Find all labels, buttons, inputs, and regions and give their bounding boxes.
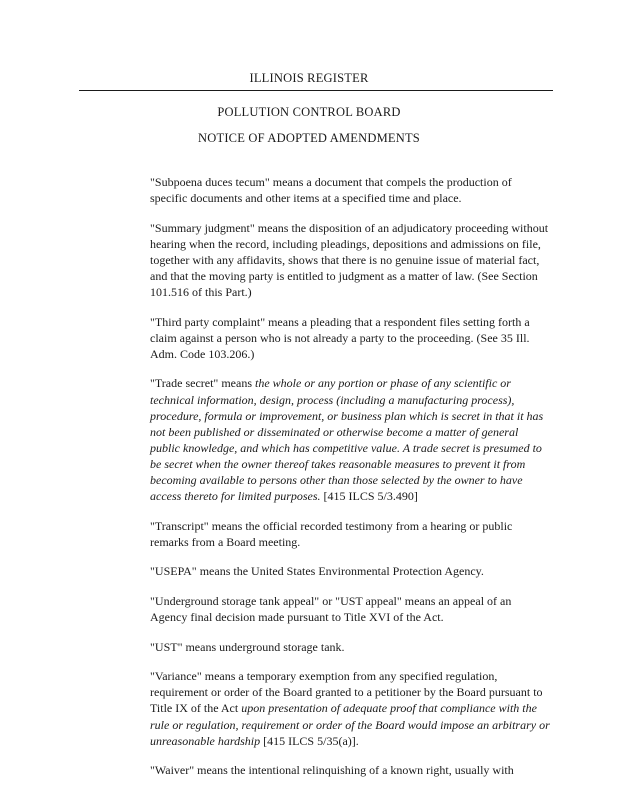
definition-ust: "UST" means underground storage tank.: [150, 639, 345, 654]
variance-citation: [415 ILCS 5/35(a)].: [260, 733, 359, 748]
definition-usepa: "USEPA" means the United States Environmental Protection Agency.: [150, 564, 484, 579]
definitions-body: [150, 174, 550, 792]
trade-secret-term: "Trade secret" means: [150, 376, 255, 391]
definition-summary-judgment: "Summary judgment" means the disposition of an adjudicatory proceeding without hearing when the record, including pleadings, depositions and admissions on file, together with any affidavits, shows that there is no genuine issue of material fact, and that the moving party is entitled to judgment as a matter of law. (See Section 101.516 of this Part.): [150, 220, 549, 300]
header-rule: [79, 90, 553, 91]
definition-ust-appeal: "Underground storage tank appeal" or "UST appeal" means an appeal of an Agency final decision made pursuant to Title XVI of the Act.: [150, 593, 512, 625]
trade-secret-citation: [415 ILCS 5/3.490]: [320, 489, 418, 504]
register-header: ILLINOIS REGISTER: [249, 71, 369, 85]
variance-statutory-text: upon presentation of adequate proof that compliance with the rule or regulation, requirement or order of the Board would impose an arbitrary or unreasonable hardship: [150, 701, 550, 748]
definition-transcript: "Transcript" means the official recorded testimony from a hearing or public remarks from a Board meeting.: [150, 518, 513, 549]
definition-waiver: "Waiver" means the intentional relinquishing of a known right, usually with: [150, 763, 514, 778]
board-name: POLLUTION CONTROL BOARD: [217, 105, 401, 119]
definition-third-party-complaint: "Third party complaint" means a pleading that a respondent files setting forth a claim against a person who is not already a party to the proceeding. (See 35 Ill. Adm. Code 103.206.): [150, 314, 530, 361]
variance-term: "Variance" means a temporary exemption from any specified regulation, requirement or order of the Board granted to a petitioner by the Board pursuant to Title IX of the Act: [150, 669, 543, 716]
definition-trade-secret: [150, 375, 550, 504]
definition-subpoena: "Subpoena duces tecum" means a document that compels the production of specific documents and other items at a specified time and place.: [150, 175, 512, 206]
notice-title: NOTICE OF ADOPTED AMENDMENTS: [198, 131, 420, 145]
definition-variance: [150, 668, 550, 748]
trade-secret-statutory-text: the whole or any portion or phase of any scientific or technical information, design, process (including a manufacturing process), procedure, formula or improvement, or business plan which is secret in that it has not been published or disseminated or otherwise become a matter of general public knowledge, and which has competitive value. A trade secret is presumed to be secret when the owner thereof takes reasonable measures to prevent it from becoming available to persons other than those selected by the owner to have access thereto for limited purposes.: [150, 376, 544, 504]
